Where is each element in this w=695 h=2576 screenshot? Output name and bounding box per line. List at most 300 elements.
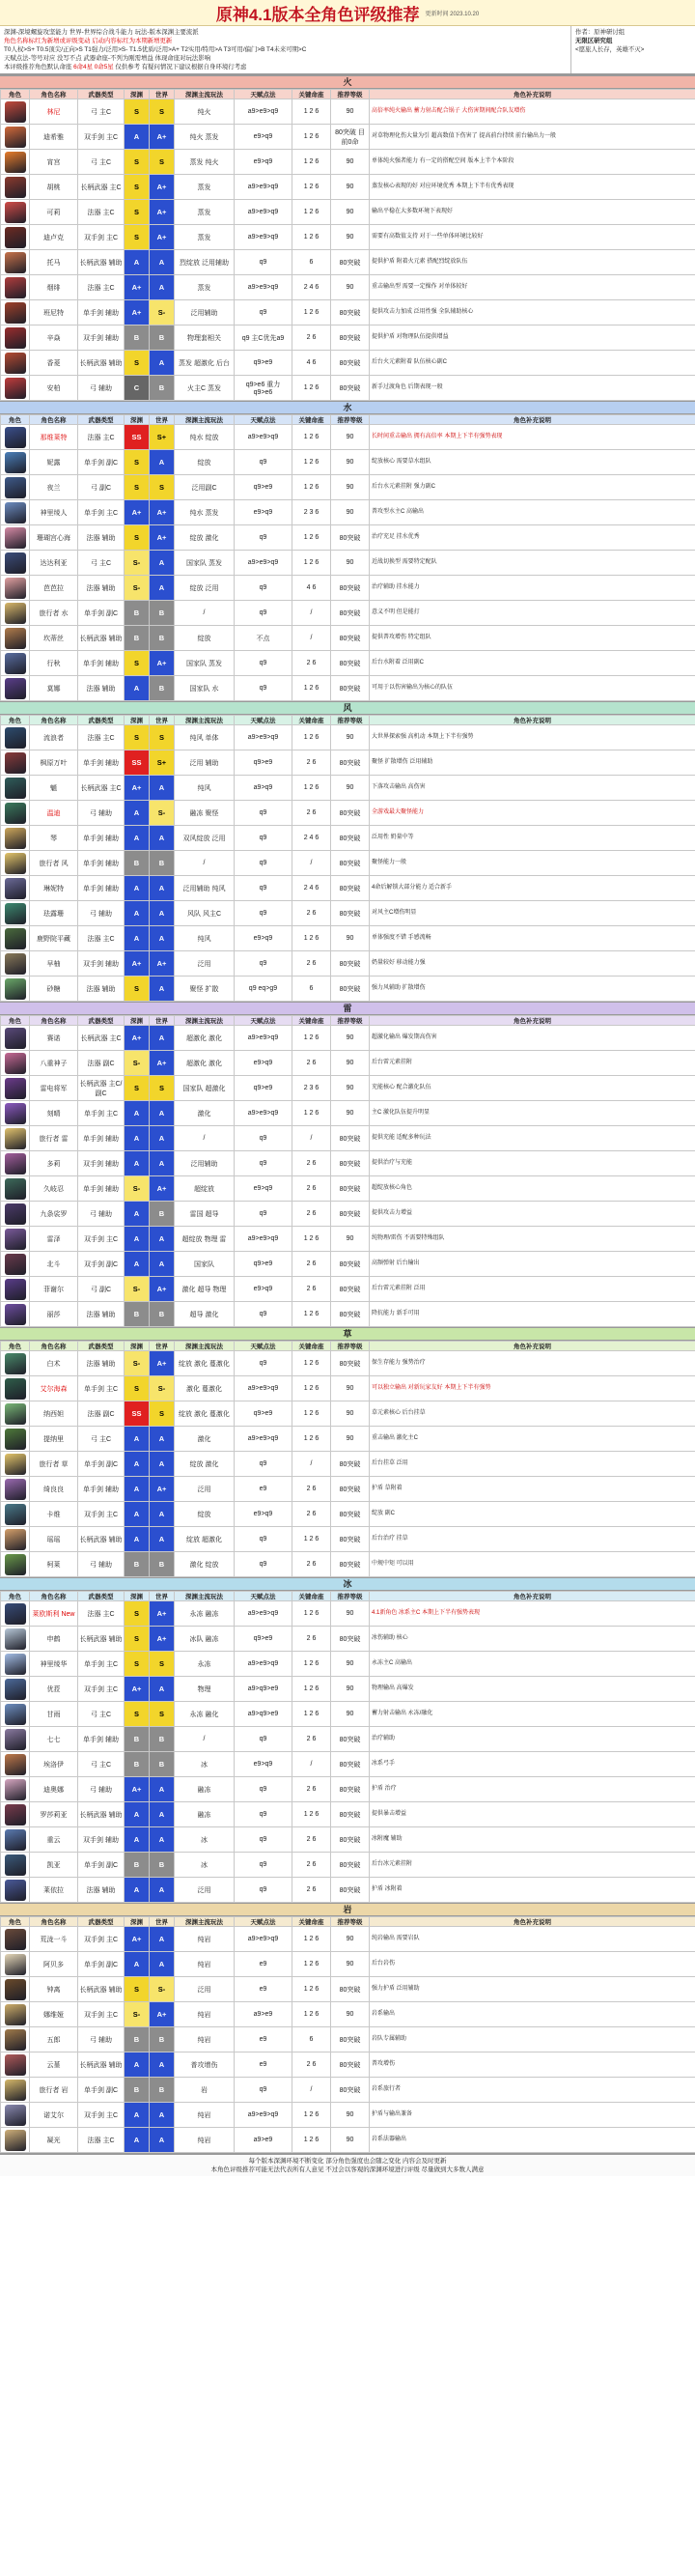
abyss-grade: A+ bbox=[125, 275, 150, 300]
recommend-level: 80突破 bbox=[331, 1277, 370, 1302]
col-pick: 推荐等级 bbox=[331, 1592, 370, 1601]
world-grade: A bbox=[150, 926, 175, 951]
character-avatar bbox=[5, 1979, 26, 2000]
weapon-type: 单手剑 副C bbox=[78, 1853, 125, 1878]
talent-order: q9 bbox=[235, 951, 292, 977]
recommend-level: 80突破 bbox=[331, 1552, 370, 1577]
world-grade: S- bbox=[150, 801, 175, 826]
play-mode: / bbox=[175, 601, 235, 626]
recommend-level: 80突破 bbox=[331, 1777, 370, 1802]
key-constellation: 1 2 6 bbox=[292, 926, 331, 951]
explanation: 后台雷元素挂附 bbox=[370, 1051, 695, 1076]
weapon-type: 单手剑 副C bbox=[78, 1452, 125, 1477]
table-row[interactable] bbox=[1, 1952, 695, 1977]
key-constellation: 1 2 6 bbox=[292, 1302, 331, 1327]
table-row[interactable] bbox=[1, 1427, 695, 1452]
weapon-type: 双手剑 主C bbox=[78, 125, 125, 150]
key-constellation: 2 6 bbox=[292, 1777, 331, 1802]
avatar-cell bbox=[1, 1802, 30, 1827]
col-key: 关键命座 bbox=[292, 1016, 331, 1026]
abyss-grade: A bbox=[125, 250, 150, 275]
talent-order: a9>e9 bbox=[235, 2128, 292, 2153]
recommend-level: 80突破 bbox=[331, 250, 370, 275]
world-grade: B bbox=[150, 1302, 175, 1327]
table-row[interactable] bbox=[1, 2078, 695, 2103]
table-row[interactable] bbox=[1, 1302, 695, 1327]
table-row[interactable] bbox=[1, 1076, 695, 1101]
world-grade: A bbox=[150, 1827, 175, 1853]
table-row[interactable] bbox=[1, 576, 695, 601]
recommend-level: 90 bbox=[331, 2103, 370, 2128]
talent-order: e9>q9 bbox=[235, 125, 292, 150]
character-avatar bbox=[5, 1178, 26, 1200]
play-mode: 纯火 蒸发 bbox=[175, 125, 235, 150]
table-row[interactable] bbox=[1, 475, 695, 500]
weapon-type: 双手剑 副C bbox=[78, 1252, 125, 1277]
table-row[interactable] bbox=[1, 951, 695, 977]
key-constellation: 2 6 bbox=[292, 750, 331, 776]
table-row[interactable] bbox=[1, 977, 695, 1002]
explanation: 提供护盾 附着火元素 搭配烈绽放队伍 bbox=[370, 250, 695, 275]
col-name: 角色名称 bbox=[30, 716, 78, 725]
table-row[interactable] bbox=[1, 125, 695, 150]
explanation: 全游戏最大聚怪能力 bbox=[370, 801, 695, 826]
weapon-type: 长柄武器 辅助 bbox=[78, 1977, 125, 2002]
recommend-level: 90 bbox=[331, 1952, 370, 1977]
play-mode: 绽放 bbox=[175, 626, 235, 651]
avatar-cell bbox=[1, 2052, 30, 2078]
key-constellation: 2 6 bbox=[292, 1202, 331, 1227]
abyss-grade: B bbox=[125, 2027, 150, 2052]
col-world: 世界 bbox=[150, 1342, 175, 1351]
world-grade: B bbox=[150, 2078, 175, 2103]
talent-order: q9 bbox=[235, 651, 292, 676]
col-name: 角色名称 bbox=[30, 90, 78, 99]
table-row[interactable] bbox=[1, 1878, 695, 1903]
table-row[interactable] bbox=[1, 1777, 695, 1802]
abyss-grade: S bbox=[125, 99, 150, 125]
table-row[interactable] bbox=[1, 150, 695, 175]
recommend-level: 90 bbox=[331, 1601, 370, 1627]
abyss-grade: A bbox=[125, 1151, 150, 1176]
key-constellation: 2 6 bbox=[292, 651, 331, 676]
character-name: 那维莱特 bbox=[30, 425, 78, 450]
abyss-grade: A bbox=[125, 1427, 150, 1452]
table-row[interactable] bbox=[1, 801, 695, 826]
table-row[interactable] bbox=[1, 500, 695, 525]
avatar-cell bbox=[1, 826, 30, 851]
key-constellation: 6 bbox=[292, 2027, 331, 2052]
world-grade: A bbox=[150, 275, 175, 300]
explanation: 近战切换型 需要特定配队 bbox=[370, 551, 695, 576]
col-abyss: 深渊 bbox=[125, 1016, 150, 1026]
world-grade: S bbox=[150, 1702, 175, 1727]
avatar-cell bbox=[1, 1101, 30, 1126]
key-constellation: 2 6 bbox=[292, 1552, 331, 1577]
world-grade: A bbox=[150, 1252, 175, 1277]
table-row[interactable] bbox=[1, 1677, 695, 1702]
character-avatar bbox=[5, 1353, 26, 1374]
table-row[interactable] bbox=[1, 2128, 695, 2153]
recommend-level: 80突破 bbox=[331, 951, 370, 977]
table-row[interactable] bbox=[1, 551, 695, 576]
footer bbox=[0, 2153, 695, 2176]
table-row[interactable] bbox=[1, 676, 695, 701]
avatar-cell bbox=[1, 1952, 30, 1977]
abyss-grade: S bbox=[125, 351, 150, 376]
character-avatar bbox=[5, 477, 26, 498]
table-row[interactable] bbox=[1, 1977, 695, 2002]
weapon-type: 双手剑 主C bbox=[78, 1502, 125, 1527]
table-row[interactable] bbox=[1, 2027, 695, 2052]
update-date: 更新时间 2023.10.20 bbox=[425, 11, 480, 17]
recommend-level: 90 bbox=[331, 425, 370, 450]
table-row[interactable] bbox=[1, 1802, 695, 1827]
table-row[interactable] bbox=[1, 1752, 695, 1777]
talent-order: q9>e9 bbox=[235, 1252, 292, 1277]
explanation: 重击输出型 需要一定操作 对单体较好 bbox=[370, 275, 695, 300]
table-row[interactable] bbox=[1, 300, 695, 326]
talent-order: a9>e9>q9 bbox=[235, 225, 292, 250]
weapon-type: 长柄武器 辅助 bbox=[78, 1627, 125, 1652]
page-title: 原神4.1版本全角色评级推荐 bbox=[215, 5, 420, 24]
weapon-type: 法器 主C bbox=[78, 1601, 125, 1627]
avatar-cell bbox=[1, 326, 30, 351]
table-row[interactable] bbox=[1, 851, 695, 876]
table-row[interactable] bbox=[1, 1401, 695, 1427]
avatar-cell bbox=[1, 1777, 30, 1802]
talent-order: q9 bbox=[235, 450, 292, 475]
world-grade: A+ bbox=[150, 1277, 175, 1302]
abyss-grade: A bbox=[125, 1952, 150, 1977]
recommend-level: 80突破 bbox=[331, 2078, 370, 2103]
table-row[interactable] bbox=[1, 2052, 695, 2078]
table-row[interactable] bbox=[1, 200, 695, 225]
play-mode: 冰 bbox=[175, 1853, 235, 1878]
col-name: 角色名称 bbox=[30, 1592, 78, 1601]
character-avatar bbox=[5, 928, 26, 949]
table-row[interactable] bbox=[1, 1927, 695, 1952]
author-block bbox=[570, 26, 695, 73]
world-grade: A bbox=[150, 2128, 175, 2153]
character-avatar bbox=[5, 327, 26, 349]
abyss-grade: S bbox=[125, 175, 150, 200]
recommend-level: 90 bbox=[331, 1702, 370, 1727]
table-row[interactable] bbox=[1, 1176, 695, 1202]
explanation: 治疗充足 挂水优秀 bbox=[370, 525, 695, 551]
col-role: 角色 bbox=[1, 1342, 30, 1351]
explanation: 强力护盾 泛用辅助 bbox=[370, 1977, 695, 2002]
table-row[interactable] bbox=[1, 1101, 695, 1126]
character-name: 重云 bbox=[30, 1827, 78, 1853]
key-constellation: 2 6 bbox=[292, 326, 331, 351]
avatar-cell bbox=[1, 876, 30, 901]
character-name: 神里绫人 bbox=[30, 500, 78, 525]
character-name: 托马 bbox=[30, 250, 78, 275]
talent-order: a9>e9>q9 bbox=[235, 200, 292, 225]
table-row[interactable] bbox=[1, 351, 695, 376]
character-avatar bbox=[5, 953, 26, 975]
world-grade: A+ bbox=[150, 951, 175, 977]
col-abyss: 深渊 bbox=[125, 716, 150, 725]
play-mode: 激化 bbox=[175, 1101, 235, 1126]
character-name: 荒泷一斗 bbox=[30, 1927, 78, 1952]
talent-order: q9 bbox=[235, 876, 292, 901]
play-mode: 激化 绽放 bbox=[175, 1552, 235, 1577]
table-row[interactable] bbox=[1, 1151, 695, 1176]
character-name: 凝光 bbox=[30, 2128, 78, 2153]
table-row[interactable] bbox=[1, 626, 695, 651]
table-row[interactable] bbox=[1, 1351, 695, 1376]
explanation: 后台挂草 泛用 bbox=[370, 1452, 695, 1477]
table-row[interactable] bbox=[1, 1727, 695, 1752]
character-name: 娜维娅 bbox=[30, 2002, 78, 2027]
play-mode: 绽放 超激化 bbox=[175, 1527, 235, 1552]
explanation: 高频弹射 后台输出 bbox=[370, 1252, 695, 1277]
key-constellation: 6 bbox=[292, 250, 331, 275]
table-row[interactable] bbox=[1, 275, 695, 300]
talent-order: a9>e9 bbox=[235, 2002, 292, 2027]
talent-order: q9>e9 bbox=[235, 1627, 292, 1652]
character-avatar bbox=[5, 378, 26, 399]
col-mode: 深渊主流玩法 bbox=[175, 716, 235, 725]
world-grade: A bbox=[150, 1126, 175, 1151]
character-avatar bbox=[5, 2105, 26, 2126]
weapon-type: 法器 副C bbox=[78, 1401, 125, 1427]
table-row[interactable] bbox=[1, 1502, 695, 1527]
play-mode: 泛用 bbox=[175, 1878, 235, 1903]
table-row[interactable] bbox=[1, 326, 695, 351]
table-row[interactable] bbox=[1, 1552, 695, 1577]
play-mode: 融冻 bbox=[175, 1777, 235, 1802]
talent-order: a9>e9>q9 bbox=[235, 175, 292, 200]
character-avatar bbox=[5, 578, 26, 599]
table-row[interactable] bbox=[1, 1853, 695, 1878]
explanation: 草元素核心 后台挂草 bbox=[370, 1401, 695, 1427]
table-row[interactable] bbox=[1, 2103, 695, 2128]
talent-order: e9>q9 bbox=[235, 1752, 292, 1777]
character-name: 雷泽 bbox=[30, 1227, 78, 1252]
talent-order: q9 bbox=[235, 801, 292, 826]
abyss-grade: B bbox=[125, 1552, 150, 1577]
avatar-cell bbox=[1, 676, 30, 701]
world-grade: B bbox=[150, 376, 175, 401]
table-row[interactable] bbox=[1, 651, 695, 676]
table-row[interactable] bbox=[1, 175, 695, 200]
explanation: 永冻主C 高输出 bbox=[370, 1652, 695, 1677]
key-constellation: / bbox=[292, 2078, 331, 2103]
character-avatar bbox=[5, 452, 26, 473]
world-grade: A+ bbox=[150, 200, 175, 225]
section-2 bbox=[0, 701, 695, 1002]
recommend-level: 80突破 bbox=[331, 851, 370, 876]
character-avatar bbox=[5, 727, 26, 749]
character-avatar bbox=[5, 1279, 26, 1300]
play-mode: 冰 bbox=[175, 1752, 235, 1777]
recommend-level: 90 bbox=[331, 275, 370, 300]
abyss-grade: B bbox=[125, 626, 150, 651]
key-constellation: 1 2 6 bbox=[292, 1101, 331, 1126]
play-mode: / bbox=[175, 851, 235, 876]
explanation: 意义不明 但是能打 bbox=[370, 601, 695, 626]
weapon-type: 双手剑 主C bbox=[78, 2103, 125, 2128]
abyss-grade: S bbox=[125, 977, 150, 1002]
table-row[interactable] bbox=[1, 926, 695, 951]
play-mode: 纯风 bbox=[175, 776, 235, 801]
key-constellation: / bbox=[292, 601, 331, 626]
character-avatar bbox=[5, 152, 26, 173]
abyss-grade: S bbox=[125, 1977, 150, 2002]
abyss-grade: A bbox=[125, 1802, 150, 1827]
table-row[interactable] bbox=[1, 826, 695, 851]
explanation: 新手过渡角色 后期表现一般 bbox=[370, 376, 695, 401]
talent-order: q9>e9 bbox=[235, 1076, 292, 1101]
explanation: 主C 激化队伍提升明显 bbox=[370, 1101, 695, 1126]
table-row[interactable] bbox=[1, 250, 695, 275]
table-row[interactable] bbox=[1, 1827, 695, 1853]
world-grade: A+ bbox=[150, 1176, 175, 1202]
explanation: 强力风辅助 扩散增伤 bbox=[370, 977, 695, 1002]
recommend-level: 90 bbox=[331, 1927, 370, 1952]
table-row[interactable] bbox=[1, 1477, 695, 1502]
table-row[interactable] bbox=[1, 1051, 695, 1076]
world-grade: A+ bbox=[150, 500, 175, 525]
table-row[interactable] bbox=[1, 1227, 695, 1252]
abyss-grade: S- bbox=[125, 1051, 150, 1076]
avatar-cell bbox=[1, 500, 30, 525]
weapon-type: 长柄武器 辅助 bbox=[78, 351, 125, 376]
character-name: 九条裟罗 bbox=[30, 1202, 78, 1227]
explanation: 护盾 冰附着 bbox=[370, 1878, 695, 1903]
table-row[interactable] bbox=[1, 1452, 695, 1477]
character-avatar bbox=[5, 1829, 26, 1851]
play-mode: 泛用 bbox=[175, 951, 235, 977]
key-constellation: 2 3 6 bbox=[292, 500, 331, 525]
section-header: 水 bbox=[0, 401, 695, 414]
explanation: 蓄力射击输出 永冻/融化 bbox=[370, 1702, 695, 1727]
table-row[interactable] bbox=[1, 1202, 695, 1227]
recommend-level: 80突破 bbox=[331, 1853, 370, 1878]
table-header-row bbox=[1, 90, 695, 99]
talent-order: e9 bbox=[235, 1977, 292, 2002]
character-name: 诺艾尔 bbox=[30, 2103, 78, 2128]
table-row[interactable] bbox=[1, 425, 695, 450]
table-row[interactable] bbox=[1, 2002, 695, 2027]
character-avatar bbox=[5, 1504, 26, 1525]
talent-order: q9 bbox=[235, 576, 292, 601]
play-mode: 绽放 激化 bbox=[175, 1452, 235, 1477]
avatar-cell bbox=[1, 450, 30, 475]
explanation: 后台水元素挂附 强力副C bbox=[370, 475, 695, 500]
abyss-grade: S bbox=[125, 1652, 150, 1677]
play-mode: 激化 超导 物理 bbox=[175, 1277, 235, 1302]
play-mode: / bbox=[175, 1727, 235, 1752]
world-grade: B bbox=[150, 1552, 175, 1577]
world-grade: A bbox=[150, 1777, 175, 1802]
table-row[interactable] bbox=[1, 1252, 695, 1277]
explanation: 提供普攻增伤 特定组队 bbox=[370, 626, 695, 651]
character-avatar bbox=[5, 1479, 26, 1500]
weapon-type: 长柄武器 主C bbox=[78, 1026, 125, 1051]
talent-order: a9>e9>q9 bbox=[235, 425, 292, 450]
table-row[interactable] bbox=[1, 1652, 695, 1677]
character-avatar bbox=[5, 1078, 26, 1099]
weapon-type: 双手剑 主C bbox=[78, 1677, 125, 1702]
abyss-grade: B bbox=[125, 326, 150, 351]
avatar-cell bbox=[1, 1827, 30, 1853]
col-world: 世界 bbox=[150, 1016, 175, 1026]
table-row[interactable] bbox=[1, 1702, 695, 1727]
table-row[interactable] bbox=[1, 776, 695, 801]
table-row[interactable] bbox=[1, 450, 695, 475]
col-mode: 深渊主流玩法 bbox=[175, 1592, 235, 1601]
table-row[interactable] bbox=[1, 750, 695, 776]
talent-order: q9 bbox=[235, 300, 292, 326]
table-row[interactable] bbox=[1, 901, 695, 926]
abyss-grade: A bbox=[125, 2128, 150, 2153]
play-mode: 超导 激化 bbox=[175, 1302, 235, 1327]
explanation: 需要有高数值支持 对于一些单体环境比较好 bbox=[370, 225, 695, 250]
world-grade: A bbox=[150, 876, 175, 901]
world-grade: A bbox=[150, 1952, 175, 1977]
character-avatar bbox=[5, 1454, 26, 1475]
table-row[interactable] bbox=[1, 1026, 695, 1051]
table-row[interactable] bbox=[1, 99, 695, 125]
character-name: 安柏 bbox=[30, 376, 78, 401]
character-avatar bbox=[5, 1229, 26, 1250]
table-row[interactable] bbox=[1, 876, 695, 901]
explanation: 输出平稳在大多数环境下表现好 bbox=[370, 200, 695, 225]
avatar-cell bbox=[1, 2078, 30, 2103]
avatar-cell bbox=[1, 1652, 30, 1677]
abyss-grade: A bbox=[125, 1827, 150, 1853]
table-row[interactable] bbox=[1, 725, 695, 750]
table-row[interactable] bbox=[1, 1627, 695, 1652]
table-row[interactable] bbox=[1, 376, 695, 401]
character-avatar bbox=[5, 903, 26, 924]
character-name: 申鹤 bbox=[30, 1627, 78, 1652]
col-role: 角色 bbox=[1, 1016, 30, 1026]
recommend-level: 80突破 bbox=[331, 1752, 370, 1777]
world-grade: S bbox=[150, 725, 175, 750]
character-name: 艾尔海森 bbox=[30, 1376, 78, 1401]
character-name: 白术 bbox=[30, 1351, 78, 1376]
recommend-level: 90 bbox=[331, 1652, 370, 1677]
page-title-bar bbox=[0, 0, 695, 26]
character-name: 芭芭拉 bbox=[30, 576, 78, 601]
key-constellation: 1 2 6 bbox=[292, 150, 331, 175]
table-row[interactable] bbox=[1, 1527, 695, 1552]
key-constellation: 2 4 6 bbox=[292, 826, 331, 851]
table-row[interactable] bbox=[1, 601, 695, 626]
table-row[interactable] bbox=[1, 525, 695, 551]
col-abyss: 深渊 bbox=[125, 1592, 150, 1601]
play-mode: 绽放 激化 蔓激化 bbox=[175, 1351, 235, 1376]
table-row[interactable] bbox=[1, 1376, 695, 1401]
table-row[interactable] bbox=[1, 225, 695, 250]
key-constellation: 1 2 6 bbox=[292, 2002, 331, 2027]
avatar-cell bbox=[1, 801, 30, 826]
table-row[interactable] bbox=[1, 1601, 695, 1627]
table-row[interactable] bbox=[1, 1277, 695, 1302]
avatar-cell bbox=[1, 1277, 30, 1302]
avatar-cell bbox=[1, 475, 30, 500]
recommend-level: 90 bbox=[331, 2002, 370, 2027]
play-mode: 国家队 bbox=[175, 1252, 235, 1277]
weapon-type: 长柄武器 辅助 bbox=[78, 1527, 125, 1552]
table-row[interactable] bbox=[1, 1126, 695, 1151]
abyss-grade: A bbox=[125, 1126, 150, 1151]
